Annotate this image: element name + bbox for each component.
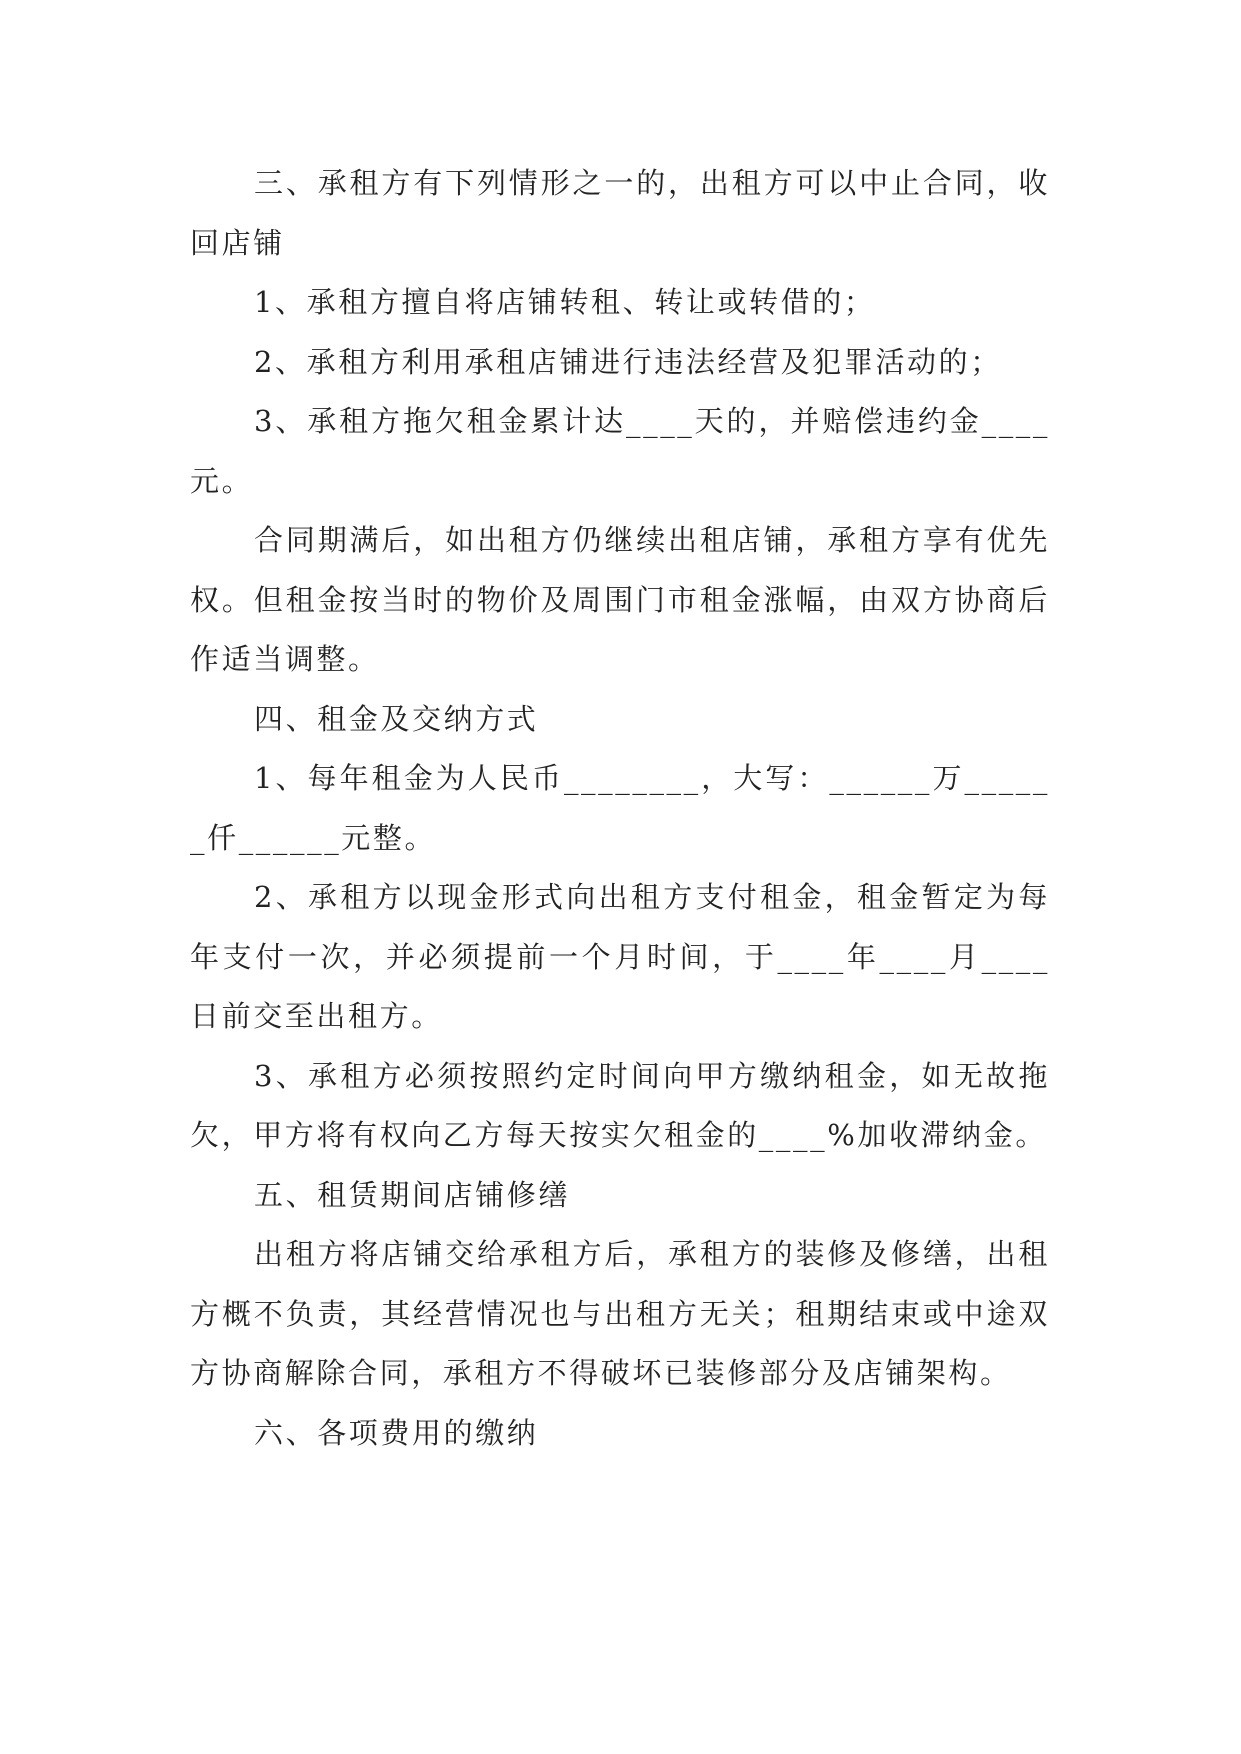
clause-five-body: 出租方将店铺交给承租方后，承租方的装修及修缮，出租方概不负责，其经营情况也与出租方无关；租期结束或中途双方协商解除合同，承租方不得破坏已装修部分及店铺架构。 (190, 1237, 1050, 1390)
renewal-priority-paragraph: 合同期满后，如出租方仍继续出租店铺，承租方享有优先权。但租金按当时的物价及周围门市租金涨幅，由双方协商后作适当调整。 (190, 523, 1050, 676)
clause-five-heading: 五、租赁期间店铺修缮 (254, 1177, 571, 1212)
clause-four-heading: 四、租金及交纳方式 (254, 701, 539, 736)
clause-three-item-3: 3、承租方拖欠租金累计达____天的，并赔偿违约金____元。 (190, 404, 1050, 498)
clause-three-heading: 三、承租方有下列情形之一的，出租方可以中止合同，收回店铺 (190, 166, 1050, 260)
clause-four-item-3: 3、承租方必须按照约定时间向甲方缴纳租金，如无故拖欠，甲方将有权向乙方每天按实欠租金的____%加收滞纳金。 (190, 1058, 1050, 1152)
clause-three-item-1: 1、承租方擅自将店铺转租、转让或转借的； (254, 285, 876, 319)
document-body (190, 154, 1050, 1463)
clause-four-item-1: 1、每年租金为人民币________，大写：______万______仟______元整。 (190, 761, 1050, 855)
clause-four-item-2: 2、承租方以现金形式向出租方支付租金，租金暂定为每年支付一次，并必须提前一个月时间，于____年____月____日前交至出租方。 (190, 880, 1050, 1033)
clause-three-item-2: 2、承租方利用承租店铺进行违法经营及犯罪活动的； (254, 344, 1002, 379)
clause-six-heading: 六、各项费用的缴纳 (254, 1415, 539, 1450)
